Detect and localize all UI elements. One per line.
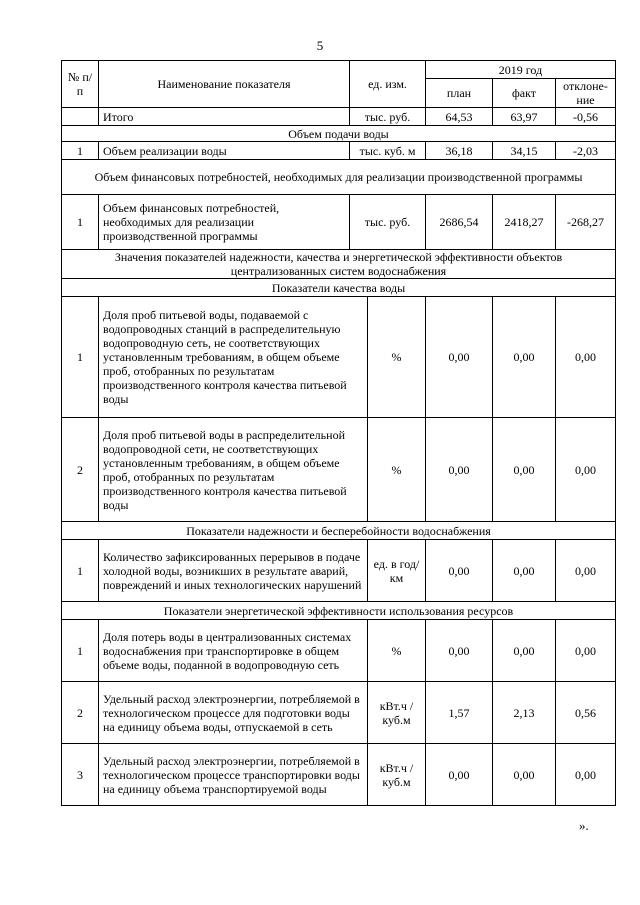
section-row (62, 602, 616, 620)
row-plan: 1,57 (426, 682, 493, 744)
row-num: 3 (62, 744, 99, 806)
section-energy: Показатели энергетической эффективности использования ресурсов (62, 602, 616, 620)
section-row (62, 279, 616, 297)
row-num: 2 (62, 682, 99, 744)
row-deviation: 0,00 (556, 418, 616, 522)
header-year: 2019 год (426, 61, 616, 79)
row-name: Доля проб питьевой воды, подаваемой с водопроводных станций в распределительную водопроводную сеть, не соответствующих установленным требованиям, в общем объеме проб, отобранных по результатам производственного контроля качества питьевой воды (99, 297, 368, 418)
table-row (62, 142, 616, 160)
table-row (62, 108, 616, 126)
table-row (62, 418, 616, 522)
section-reliability-quality: Значения показателей надежности, качества и энергетической эффективности объектов централизованных систем водоснабжения (62, 250, 616, 279)
section-row (62, 522, 616, 540)
section-water-supply: Объем подачи воды (62, 126, 616, 142)
table-row (62, 297, 616, 418)
row-name: Удельный расход электроэнергии, потребляемой в технологическом процессе транспортировки воды на единицу объема транспортируемой воды (99, 744, 368, 806)
total-name: Итого (99, 108, 350, 126)
row-plan: 0,00 (426, 418, 493, 522)
row-plan: 0,00 (426, 540, 493, 602)
row-name: Объем реализации воды (99, 142, 350, 160)
row-deviation: 0,00 (556, 620, 616, 682)
row-num: 1 (62, 540, 99, 602)
table-row (62, 540, 616, 602)
row-plan: 2686,54 (426, 195, 493, 250)
section-reliability: Показатели надежности и бесперебойности водоснабжения (62, 522, 616, 540)
row-unit: % (368, 620, 426, 682)
row-name: Доля потерь воды в централизованных системах водоснабжения при транспортировке в общем объеме воды, поданной в водопроводную сеть (99, 620, 368, 682)
row-plan: 0,00 (426, 297, 493, 418)
row-deviation: 0,00 (556, 744, 616, 806)
row-deviation: 0,56 (556, 682, 616, 744)
row-fact: 34,15 (493, 142, 556, 160)
row-plan: 0,00 (426, 744, 493, 806)
header-fact: факт (493, 79, 556, 108)
header-plan: план (426, 79, 493, 108)
row-num: 1 (62, 195, 99, 250)
total-unit: тыс. руб. (350, 108, 426, 126)
row-deviation: -268,27 (556, 195, 616, 250)
row-num: 1 (62, 297, 99, 418)
row-fact: 0,00 (493, 297, 556, 418)
row-fact: 2418,27 (493, 195, 556, 250)
total-deviation: -0,56 (556, 108, 616, 126)
row-name: Удельный расход электроэнергии, потребляемой в технологическом процессе для подготовки воды на единицу объема воды, отпускаемой в сеть (99, 682, 368, 744)
header-num: № п/п (62, 61, 99, 108)
page-number: 5 (316, 38, 324, 53)
row-fact: 2,13 (493, 682, 556, 744)
total-fact: 63,97 (493, 108, 556, 126)
row-unit: тыс. куб. м (350, 142, 426, 160)
row-unit: кВт.ч / куб.м (368, 682, 426, 744)
table-row (62, 620, 616, 682)
row-deviation: 0,00 (556, 540, 616, 602)
row-num: 2 (62, 418, 99, 522)
section-quality: Показатели качества воды (62, 279, 616, 297)
section-row (62, 250, 616, 279)
row-deviation: 0,00 (556, 297, 616, 418)
header-name: Наименование показателя (99, 61, 350, 108)
row-num: 1 (62, 620, 99, 682)
section-row (62, 126, 616, 142)
section-row (62, 160, 616, 195)
indicators-table (61, 60, 616, 806)
table-row (62, 682, 616, 744)
row-fact: 0,00 (493, 620, 556, 682)
row-name: Доля проб питьевой воды в распределительной водопроводной сети, не соответствующих установленным требованиям, в общем объеме проб, отобранных по результатам производственного контроля качества питьевой воды (99, 418, 368, 522)
total-plan: 64,53 (426, 108, 493, 126)
row-fact: 0,00 (493, 418, 556, 522)
row-num: 1 (62, 142, 99, 160)
table-row (62, 744, 616, 806)
table-row (62, 195, 616, 250)
row-plan: 36,18 (426, 142, 493, 160)
header-deviation: отклоне-ние (556, 79, 616, 108)
row-fact: 0,00 (493, 744, 556, 806)
row-plan: 0,00 (426, 620, 493, 682)
row-unit: кВт.ч / куб.м (368, 744, 426, 806)
row-deviation: -2,03 (556, 142, 616, 160)
row-unit: тыс. руб. (350, 195, 426, 250)
row-name: Количество зафиксированных перерывов в подаче холодной воды, возникших в результате аварий, повреждений и иных технологических нарушений (99, 540, 368, 602)
row-unit: % (368, 418, 426, 522)
row-name: Объем финансовых потребностей, необходимых для реализации производственной программы (99, 195, 350, 250)
closing-quote: ». (579, 818, 589, 833)
table-header-row (62, 61, 616, 79)
section-financial-needs: Объем финансовых потребностей, необходимых для реализации производственной программы (62, 160, 616, 195)
row-unit: % (368, 297, 426, 418)
row-fact: 0,00 (493, 540, 556, 602)
row-unit: ед. в год/ км (368, 540, 426, 602)
header-unit: ед. изм. (350, 61, 426, 108)
